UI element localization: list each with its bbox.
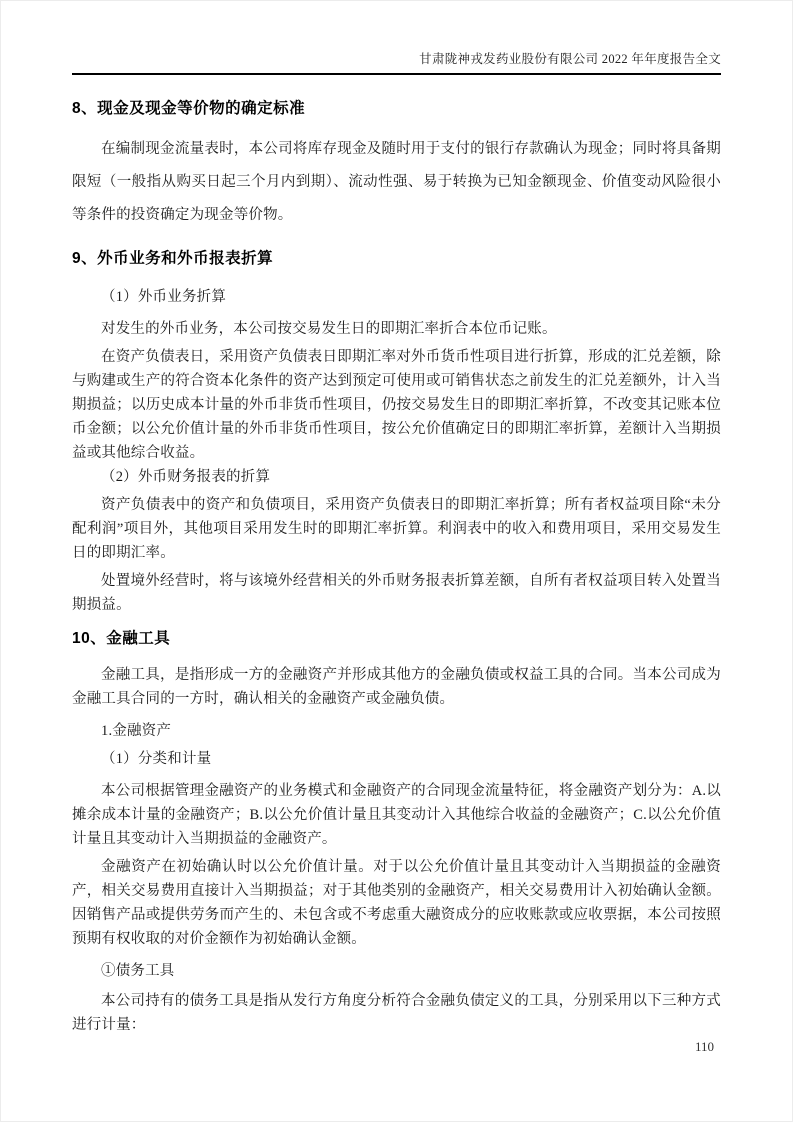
paragraph-disposal-overseas: 处置境外经营时，将与该境外经营相关的外币财务报表折算差额，自所有者权益项目转入处置当期损益。 — [72, 573, 721, 613]
document-header-title: 甘肃陇神戎发药业股份有限公司 2022 年年度报告全文 — [419, 52, 721, 66]
paragraph-fx-statements: 资产负债表中的资产和负债项目，采用资产负债表日的即期汇率折算；所有者权益项目除“未分配利润”项目外，其他项目采用发生时的即期汇率折算。利润表中的收入和费用项目，采用交易发生日的即期汇率。 — [72, 497, 721, 561]
document-body — [72, 76, 721, 1037]
paragraph-balance-sheet-fx: 在资产负债表日，采用资产负债表日即期汇率对外币货币性项目进行折算，形成的汇兑差额，除与购建或生产的符合资本化条件的资产达到预定可使用或可销售状态之前发生的汇兑差额外，计入当期损益；以历史成本计量的外币非货币性项目，仍按交易发生日的即期汇率折算，不改变其记账本位币金额；以公允价值计量的外币非货币性项目，按公允价值确定日的即期汇率折算，差额计入当期损益或其他综合收益。 — [72, 349, 721, 461]
paragraph-financial-instruments: 金融工具，是指形成一方的金融资产并形成其他方的金融负债或权益工具的合同。当本公司成为金融工具合同的一方时，确认相关的金融资产或金融负债。 — [72, 667, 721, 707]
subheading-financial-assets: 1.金融资产 — [101, 723, 172, 739]
section-heading-8: 8、现金及现金等价物的确定标准 — [72, 100, 306, 117]
subheading-foreign-currency-2: （2）外币财务报表的折算 — [101, 469, 271, 485]
subheading-debt-instruments: ①债务工具 — [101, 963, 175, 979]
paragraph-fx-transaction: 对发生的外币业务，本公司按交易发生日的即期汇率折合本位币记账。 — [101, 321, 557, 337]
page-number: 110 — [694, 1039, 714, 1054]
paragraph-initial-measurement: 金融资产在初始确认时以公允价值计量。对于以公允价值计量且其变动计入当期损益的金融资产，相关交易费用直接计入当期损益；对于其他类别的金融资产，相关交易费用计入初始确认金额。因销售产品或提供劳务而产生的、未包含或不考虑重大融资成分的应收账款或应收票据，本公司按照预期有权收取的对价金额作为初始确认金额。 — [72, 859, 721, 947]
subheading-classification: （1）分类和计量 — [101, 751, 212, 767]
header-divider — [72, 73, 721, 75]
paragraph-debt-instruments: 本公司持有的债务工具是指从发行方角度分析符合金融负债定义的工具，分别采用以下三种方式进行计量： — [72, 993, 721, 1033]
section-heading-9: 9、外币业务和外币报表折算 — [72, 250, 274, 267]
paragraph-asset-categories: 本公司根据管理金融资产的业务模式和金融资产的合同现金流量特征，将金融资产划分为：A.以摊余成本计量的金融资产；B.以公允价值计量且其变动计入其他综合收益的金融资产；C.以公允价值计量且其变动计入当期损益的金融资产。 — [72, 783, 721, 847]
paragraph-cash-equivalents: 在编制现金流量表时，本公司将库存现金及随时用于支付的银行存款确认为现金；同时将具备期限短（一般指从购买日起三个月内到期）、流动性强、易于转换为已知金额现金、价值变动风险很小等条件的投资确定为现金等价物。 — [72, 141, 721, 223]
subheading-foreign-currency-1: （1）外币业务折算 — [101, 289, 227, 305]
section-heading-10: 10、金融工具 — [72, 630, 171, 647]
